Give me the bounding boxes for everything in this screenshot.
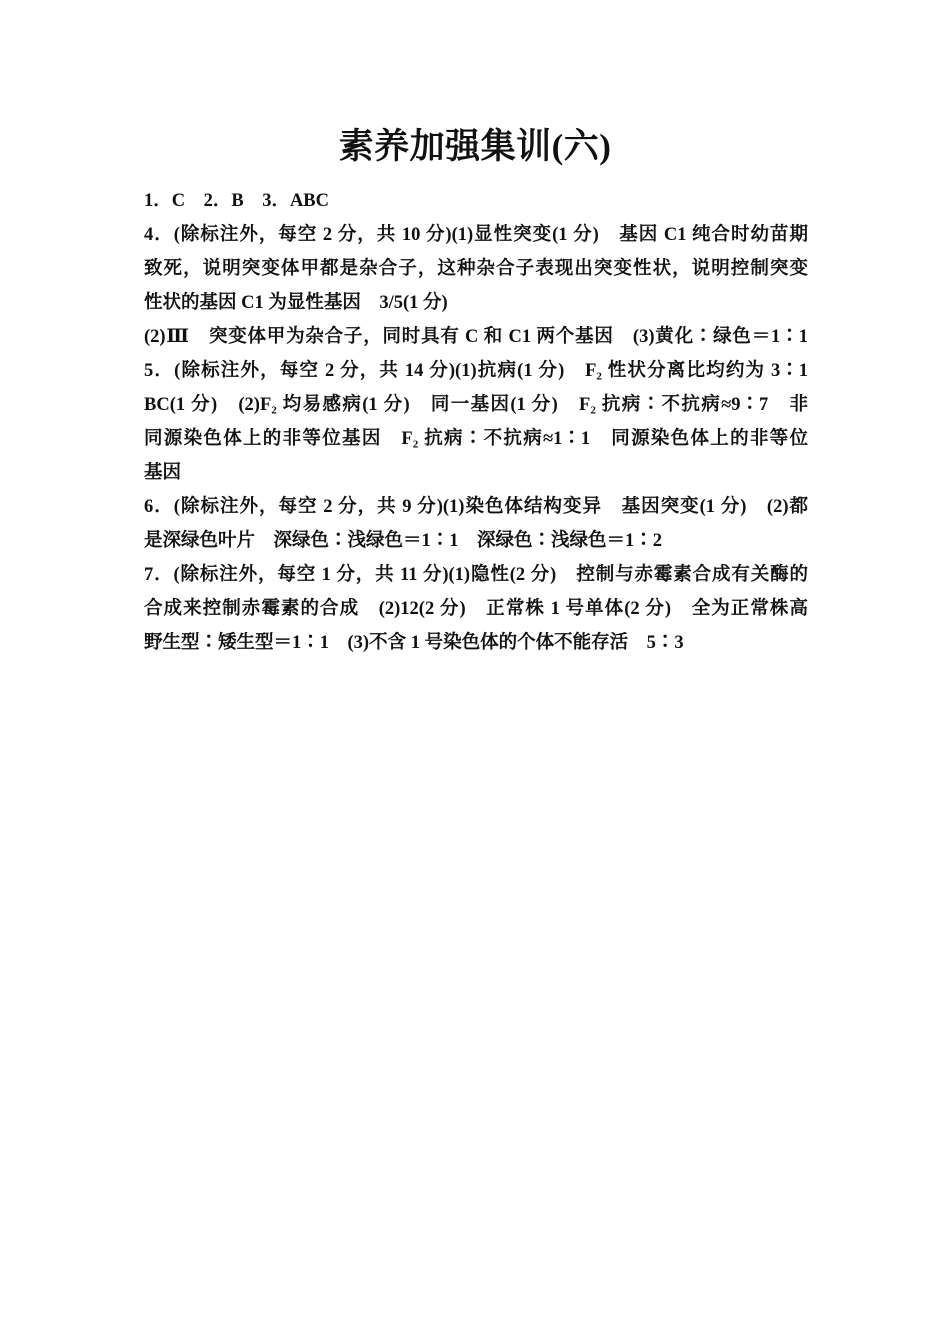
answer-line: 4．(除标注外，每空 2 分，共 10 分)(1)显性突变(1 分) 基因 C1 纯合时幼苗期 xyxy=(144,225,808,245)
answer-line: 6．(除标注外，每空 2 分，共 9 分)(1)染色体结构变异 基因突变(1 分) (2)都 xyxy=(144,497,808,517)
answer-line: 野生型∶矮生型＝1∶1 (3)不含 1 号染色体的个体不能存活 5∶3 xyxy=(144,633,684,653)
answer-line: 基因 xyxy=(144,463,182,483)
answer-line: BC(1 分) (2)F₂ 均易感病(1 分) 同一基因(1 分) F₂ 抗病∶不抗病≈9∶7 非 xyxy=(144,395,808,415)
answer-line: 7．(除标注外，每空 1 分，共 11 分)(1)隐性(2 分) 控制与赤霉素合成有关酶的 xyxy=(144,565,808,585)
page-title: 素养加强集训(六) xyxy=(338,127,612,166)
answer-line: 1．C 2．B 3．ABC xyxy=(144,191,330,211)
answer-list xyxy=(144,184,808,660)
answer-line: (2)Ⅲ 突变体甲为杂合子，同时具有 C 和 C1 两个基因 (3)黄化∶绿色＝1∶1 xyxy=(144,327,808,347)
answer-line: 致死，说明突变体甲都是杂合子，这种杂合子表现出突变性状，说明控制突变 xyxy=(144,259,808,279)
answer-line: 5．(除标注外，每空 2 分，共 14 分)(1)抗病(1 分) F₂ 性状分离比均约为 3∶1 xyxy=(144,361,808,381)
answer-line: 性状的基因 C1 为显性基因 3/5(1 分) xyxy=(144,293,448,313)
answer-line: 是深绿色叶片 深绿色∶浅绿色＝1∶1 深绿色∶浅绿色＝1∶2 xyxy=(144,531,663,551)
answer-line: 同源染色体上的非等位基因 F₂ 抗病∶不抗病≈1∶1 同源染色体上的非等位 xyxy=(144,429,808,449)
answer-line: 合成来控制赤霉素的合成 (2)12(2 分) 正常株 1 号单体(2 分) 全为正常株高 xyxy=(144,599,808,619)
